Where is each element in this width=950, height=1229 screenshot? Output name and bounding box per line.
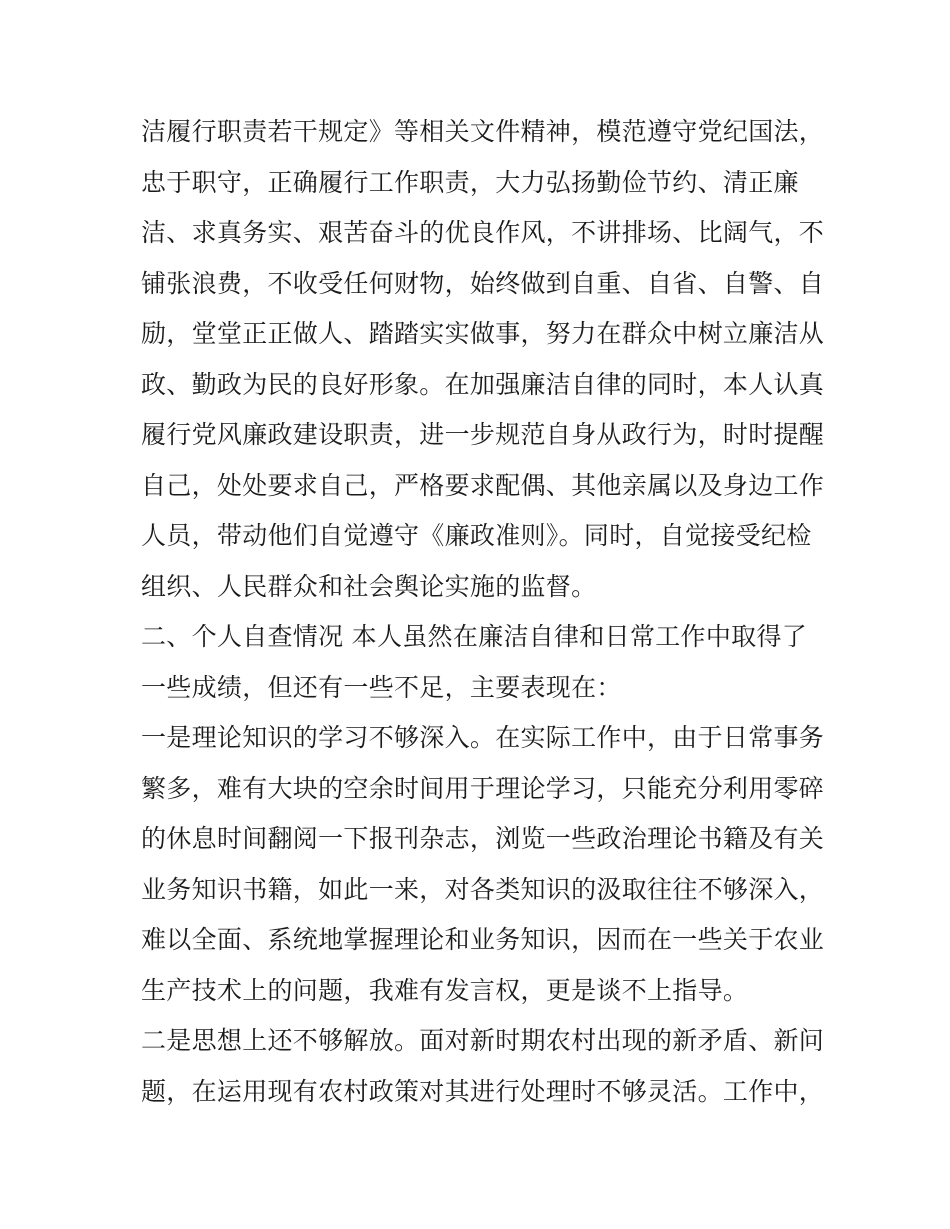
text-line: 励，堂堂正正做人、踏踏实实做事，努力在群众中树立廉洁从 xyxy=(141,319,825,348)
text-line: 难以全面、系统地掌握理论和业务知识，因而在一些关于农业 xyxy=(141,925,825,954)
section-heading-line: 二、个人自查情况 本人虽然在廉洁自律和日常工作中取得了 xyxy=(141,622,808,651)
text-line: 人员，带动他们自觉遵守《廉政准则》。同时，自觉接受纪检 xyxy=(141,521,812,550)
text-line: 履行党风廉政建设职责，进一步规范自身从政行为，时时提醒 xyxy=(141,420,825,449)
text-line: 组织、人民群众和社会舆论实施的监督。 xyxy=(141,571,597,601)
text-line: 洁、求真务实、艰苦奋斗的优良作风，不讲排场、比阔气，不 xyxy=(141,218,825,247)
text-line: 一是理论知识的学习不够深入。在实际工作中，由于日常事务 xyxy=(141,723,825,752)
text-line: 繁多，难有大块的空余时间用于理论学习，只能充分利用零碎 xyxy=(141,773,825,803)
text-line: 题，在运用现有农村政策对其进行处理时不够灵活。工作中， xyxy=(141,1076,825,1106)
text-line: 二是思想上还不够解放。面对新时期农村出现的新矛盾、新问 xyxy=(141,1026,825,1055)
body-text xyxy=(141,107,825,1117)
text-line: 忠于职守，正确履行工作职责，大力弘扬勤俭节约、清正廉 xyxy=(141,167,799,197)
text-line: 洁履行职责若干规定》等相关文件精神，模范遵守党纪国法， xyxy=(141,117,825,146)
text-line: 生产技术上的问题，我难有发言权，更是谈不上指导。 xyxy=(141,975,749,1005)
text-line: 的休息时间翻阅一下报刊杂志，浏览一些政治理论书籍及有关 xyxy=(141,824,825,853)
text-line: 一些成绩，但还有一些不足，主要表现在： xyxy=(141,672,622,702)
text-line: 业务知识书籍，如此一来，对各类知识的汲取往往不够深入， xyxy=(141,874,825,904)
text-line: 铺张浪费，不收受任何财物，始终做到自重、自省、自警、自 xyxy=(141,268,825,298)
text-line: 自己，处处要求自己，严格要求配偶、其他亲属以及身边工作 xyxy=(141,470,825,500)
text-line: 政、勤政为民的良好形象。在加强廉洁自律的同时，本人认真 xyxy=(141,369,825,399)
